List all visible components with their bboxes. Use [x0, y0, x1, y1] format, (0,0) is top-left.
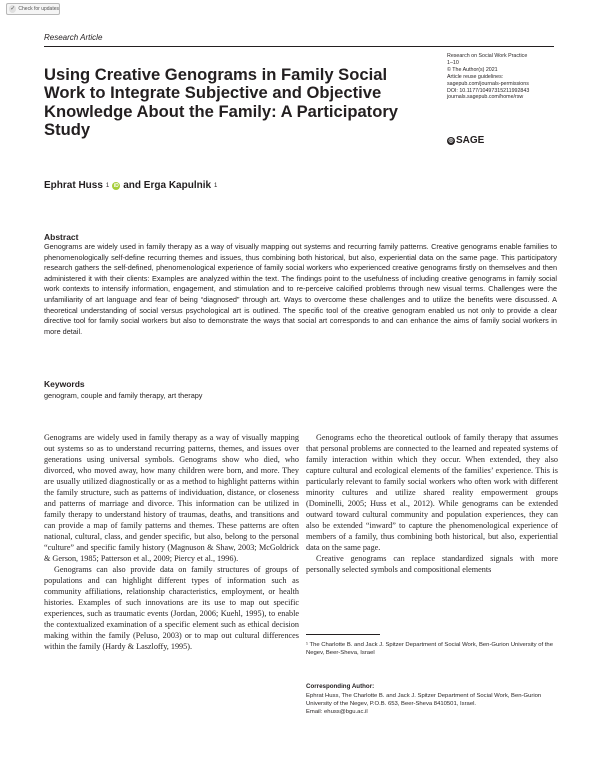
corresponding-author-heading: Corresponding Author:	[306, 683, 375, 690]
body-column-left	[44, 432, 299, 652]
body-paragraph: Creative genograms can replace standardized signals with more personally selected symbols and compositional elements	[306, 554, 558, 574]
footnote-rule	[306, 634, 380, 635]
body-paragraph: Genograms are widely used in family therapy as a way of visually mapping out systems so as to understand recurring patterns, themes, and issues over generations using universal symbols. Genograms show who died, who divorced, who moved away, how many children were born, and more. They are usually utilized diagnostically or as a method to highlight patterns within the family structure, such as patterns of individuation, distance, or closeness and patterns of marriage and divorce. This information can be utilized in family therapy to understand history of traumas, deaths, and transitions and can provide a map of family patterns and themes. These patterns are often national, cultural, class, and gender specific, but also, belong to the personal “culture” and specific family history (Magnuson & Shaw, 2003; McGoldrick & Gerson, 1985; Patterson et al., 2009; Piercy et al., 1996).	[44, 433, 299, 563]
abstract-heading: Abstract	[44, 232, 79, 242]
orcid-icon[interactable]: iD	[113, 182, 119, 189]
copyright: © The Author(s) 2021	[447, 66, 498, 73]
page-range: 1–10	[447, 59, 459, 66]
corresponding-author-address: Ephrat Huss, The Charlotte B. and Jack J. Spitzer Department of Social Work, Ben-Gurion University of the Negev, P.O.B. 653, Beer-Sheva 8410501, Israel.	[306, 693, 542, 708]
author-line	[44, 180, 217, 191]
author-2[interactable]: and Erga Kapulnik	[123, 180, 212, 191]
abstract-text: Genograms are widely used in family therapy as a way of visually mapping out systems and recurring family patterns. Creative genograms enable families to phenomenologically self-define recurring themes and issues, thus combining both historical, but also, experiential data on the same page. This participatory research gathers the self-defined, phenomenological experience of family social workers who experienced creative genograms firstly on themselves and then administered it with their clients: Examples are analyzed within the text. The findings point to the usefulness of including creative genograms in family social work contexts to intensify information, engagement, and stimulation and to re-perceive calcified problems through new visual terms. Challenges were the unfamiliarity of art language and fear of being “diagnosed” through art. Ways to overcome these challenges and to utilize the benefits were discussed. A theoretical understanding of social versus psychological art is outlined. The specific tool of the creative genogram enabled us not only to provide a clear directive tool for family social workers but also to demonstrate the ways that social art corresponds to and can enhance the aims of family social workers in more detail.	[44, 242, 557, 336]
journal-meta	[447, 53, 577, 101]
journal-home-link[interactable]: journals.sagepub.com/home/rsw	[447, 94, 524, 101]
reuse-guidelines-label: Article reuse guidelines:	[447, 73, 504, 80]
journal-name: Research on Social Work Practice	[447, 53, 528, 59]
author-1-affiliation: 1	[105, 182, 110, 189]
article-type: Research Article	[44, 33, 103, 42]
affiliation-footnote: ¹ The Charlotte B. and Jack J. Spitzer Department of Social Work, Ben-Gurion University of the Negev, Beer-Sheva, Israel	[306, 642, 553, 657]
check-for-updates-button[interactable]	[6, 3, 60, 15]
email-link[interactable]: ehuss@bgu.ac.il	[324, 709, 368, 716]
sage-logo	[447, 135, 484, 146]
body-column-right	[306, 432, 558, 575]
corresponding-author-email-line	[306, 708, 558, 716]
check-updates-label: Check for updates	[18, 6, 59, 12]
sage-logo-text: SAGE	[456, 135, 485, 146]
header-rule	[44, 46, 554, 47]
article-title: Using Creative Genograms in Family Social Work to Integrate Subjective and Objective Knowledge About the Family: A Participatory Study	[44, 65, 399, 140]
body-paragraph: Genograms can also provide data on family structures of groups of populations and can highlight different types of information such as community affiliations, relationship characteristics, employment, or health histories. Examples of such innovations are its use to map out specific experiences, such as traumatic events (Jordan, 2006; Kuehl, 1995), to enable the contextualized examination of a specific element such as ethical decision making within the family (Peluso, 2003) or to map out cultural differences within the family (Hardy & Laszloffy, 1995).	[44, 565, 299, 651]
keywords-text: genogram, couple and family therapy, art therapy	[44, 391, 203, 400]
corresponding-author-details	[306, 692, 558, 717]
sage-logo-icon: ◎	[448, 137, 454, 144]
doi-link[interactable]: DOI: 10.1177/10497315211992843	[447, 87, 530, 94]
body-paragraph: Genograms echo the theoretical outlook of family therapy that assumes that personal problems are connected to the learned and repeated systems of family interaction within which they occur. When extended, they also capture cultural and ecological elements of the families’ experience. This is particularly relevant to family social workers who often work with different minority cultures and utilize shared reality empowerment groups (Dominelli, 2005; Huss et al., 2012). While genograms can be extended outward toward cultural community and population experiences, they can also be extended “inward” to capture the phenomenological experience of members of a family, thus combining both historical, but also, experiential data on the same page.	[306, 433, 558, 552]
email-label: Email:	[306, 709, 323, 716]
permissions-link[interactable]: sagepub.com/journals-permissions	[447, 80, 529, 87]
keywords-heading: Keywords	[44, 379, 85, 389]
author-2-affiliation: 1	[214, 182, 218, 189]
check-updates-icon: ✓	[10, 6, 16, 12]
author-1[interactable]: Ephrat Huss	[44, 180, 103, 191]
